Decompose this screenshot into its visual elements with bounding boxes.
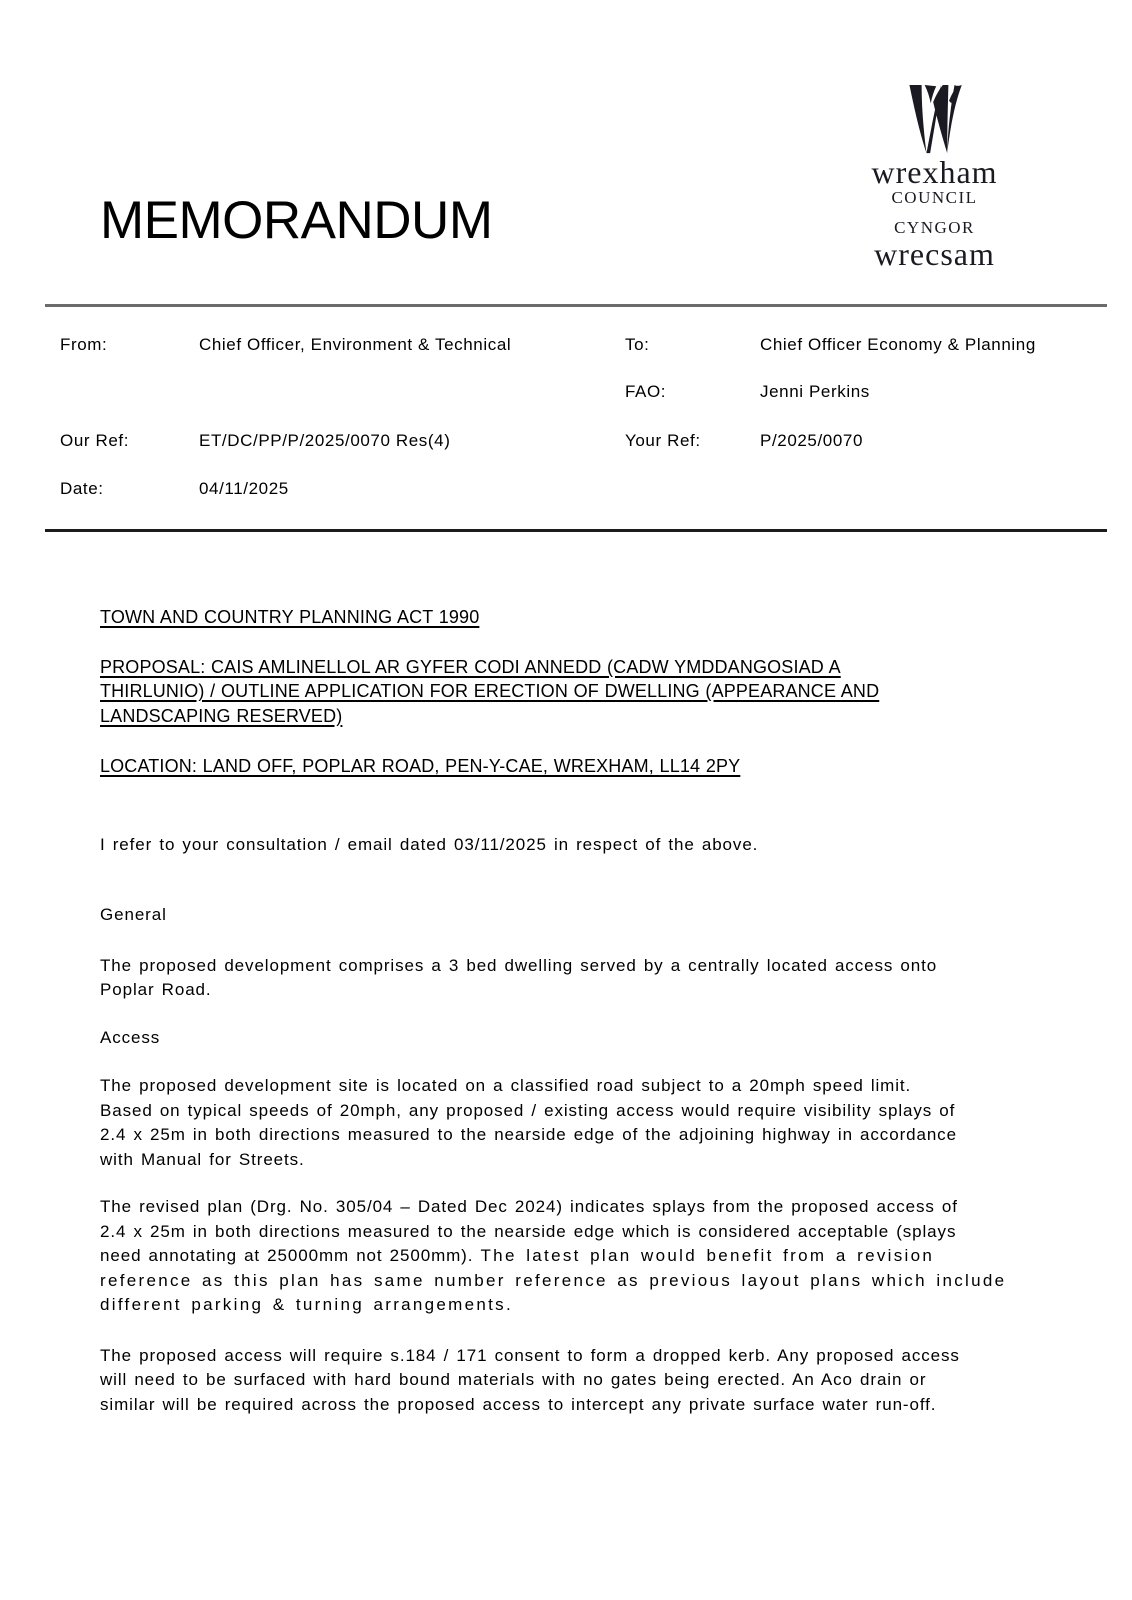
intro-paragraph: I refer to your consultation / email dated 03/11/2025 in respect of the above. [100,834,759,854]
our-ref-label: Our Ref: [60,431,130,450]
access-paragraph-2: The revised plan (Drg. No. 305/04 – Dated Dec 2024) indicates splays from the proposed access of 2.4 x 25m in both directions measured to the nearside edge which is considered acceptable (splays need annotating at 25000mm not 2500mm). The latest plan would benefit from a revision reference as this plan has same number reference as previous layout plans which include different parking & turning arrangements. [100,1197,1007,1314]
date-value: 04/11/2025 [199,479,289,498]
logo-text-wrexham: wrexham [871,154,998,190]
from-value: Chief Officer, Environment & Technical [199,335,512,354]
from-label: From: [60,335,108,354]
access-section-heading: Access [100,1027,161,1047]
divider-top [45,304,1107,307]
memo-body [100,530,1022,1417]
logo-text-wrecsam: wrecsam [874,236,995,272]
wrexham-council-logo [852,85,1017,272]
access-paragraph-3: The proposed access will require s.184 / 171 consent to form a dropped kerb. Any proposed access will need to be surfaced with hard bound materials with no gates being erected. An Aco drain or similar will be required across the proposed access to intercept any private surface water run-off. [100,1345,960,1414]
to-label: To: [625,335,650,354]
logo-text-council: COUNCIL [891,188,978,207]
revised-plan-spaced-text: The latest plan would benefit from a revision [480,1246,935,1265]
fao-label: FAO: [625,382,667,401]
revised-plan-normal-text: need annotating at 25000mm not 2500mm). [100,1246,481,1265]
page-title: MEMORANDUM [100,191,493,250]
wrexham-w-logo-icon [894,85,976,155]
proposal-heading: PROPOSAL: CAIS AMLINELLOL AR GYFER CODI ANNEDD (CADW YMDDANGOSIAD A THIRLUNIO) / OUTLINE APPLICATION FOR ERECTION OF DWELLING (APPEARANCE AND LANDSCAPING RESERVED) [100,656,880,726]
general-paragraph: The proposed development comprises a 3 bed dwelling served by a centrally located access onto Poplar Road. [100,955,938,999]
date-label: Date: [60,479,104,498]
our-ref-value: ET/DC/PP/P/2025/0070 Res(4) [199,431,451,450]
logo-text-cyngor: CYNGOR [894,218,975,237]
fao-value: Jenni Perkins [760,382,870,401]
location-heading: LOCATION: LAND OFF, POPLAR ROAD, PEN-Y-CAE, WREXHAM, LL14 2PY [100,756,741,776]
general-section-heading: General [100,905,167,924]
to-value: Chief Officer Economy & Planning [760,335,1036,354]
access-paragraph-1: The proposed development site is located on a classified road subject to a 20mph speed limit. Based on typical speeds of 20mph, any proposed / existing access would require visibility splays of 2.4 x 25m in both directions measured to the nearside edge of the adjoining highway in accordance with Manual for Streets. [100,1076,957,1169]
your-ref-label: Your Ref: [625,431,701,450]
your-ref-value: P/2025/0070 [760,431,864,450]
act-heading: TOWN AND COUNTRY PLANNING ACT 1990 [100,607,480,627]
